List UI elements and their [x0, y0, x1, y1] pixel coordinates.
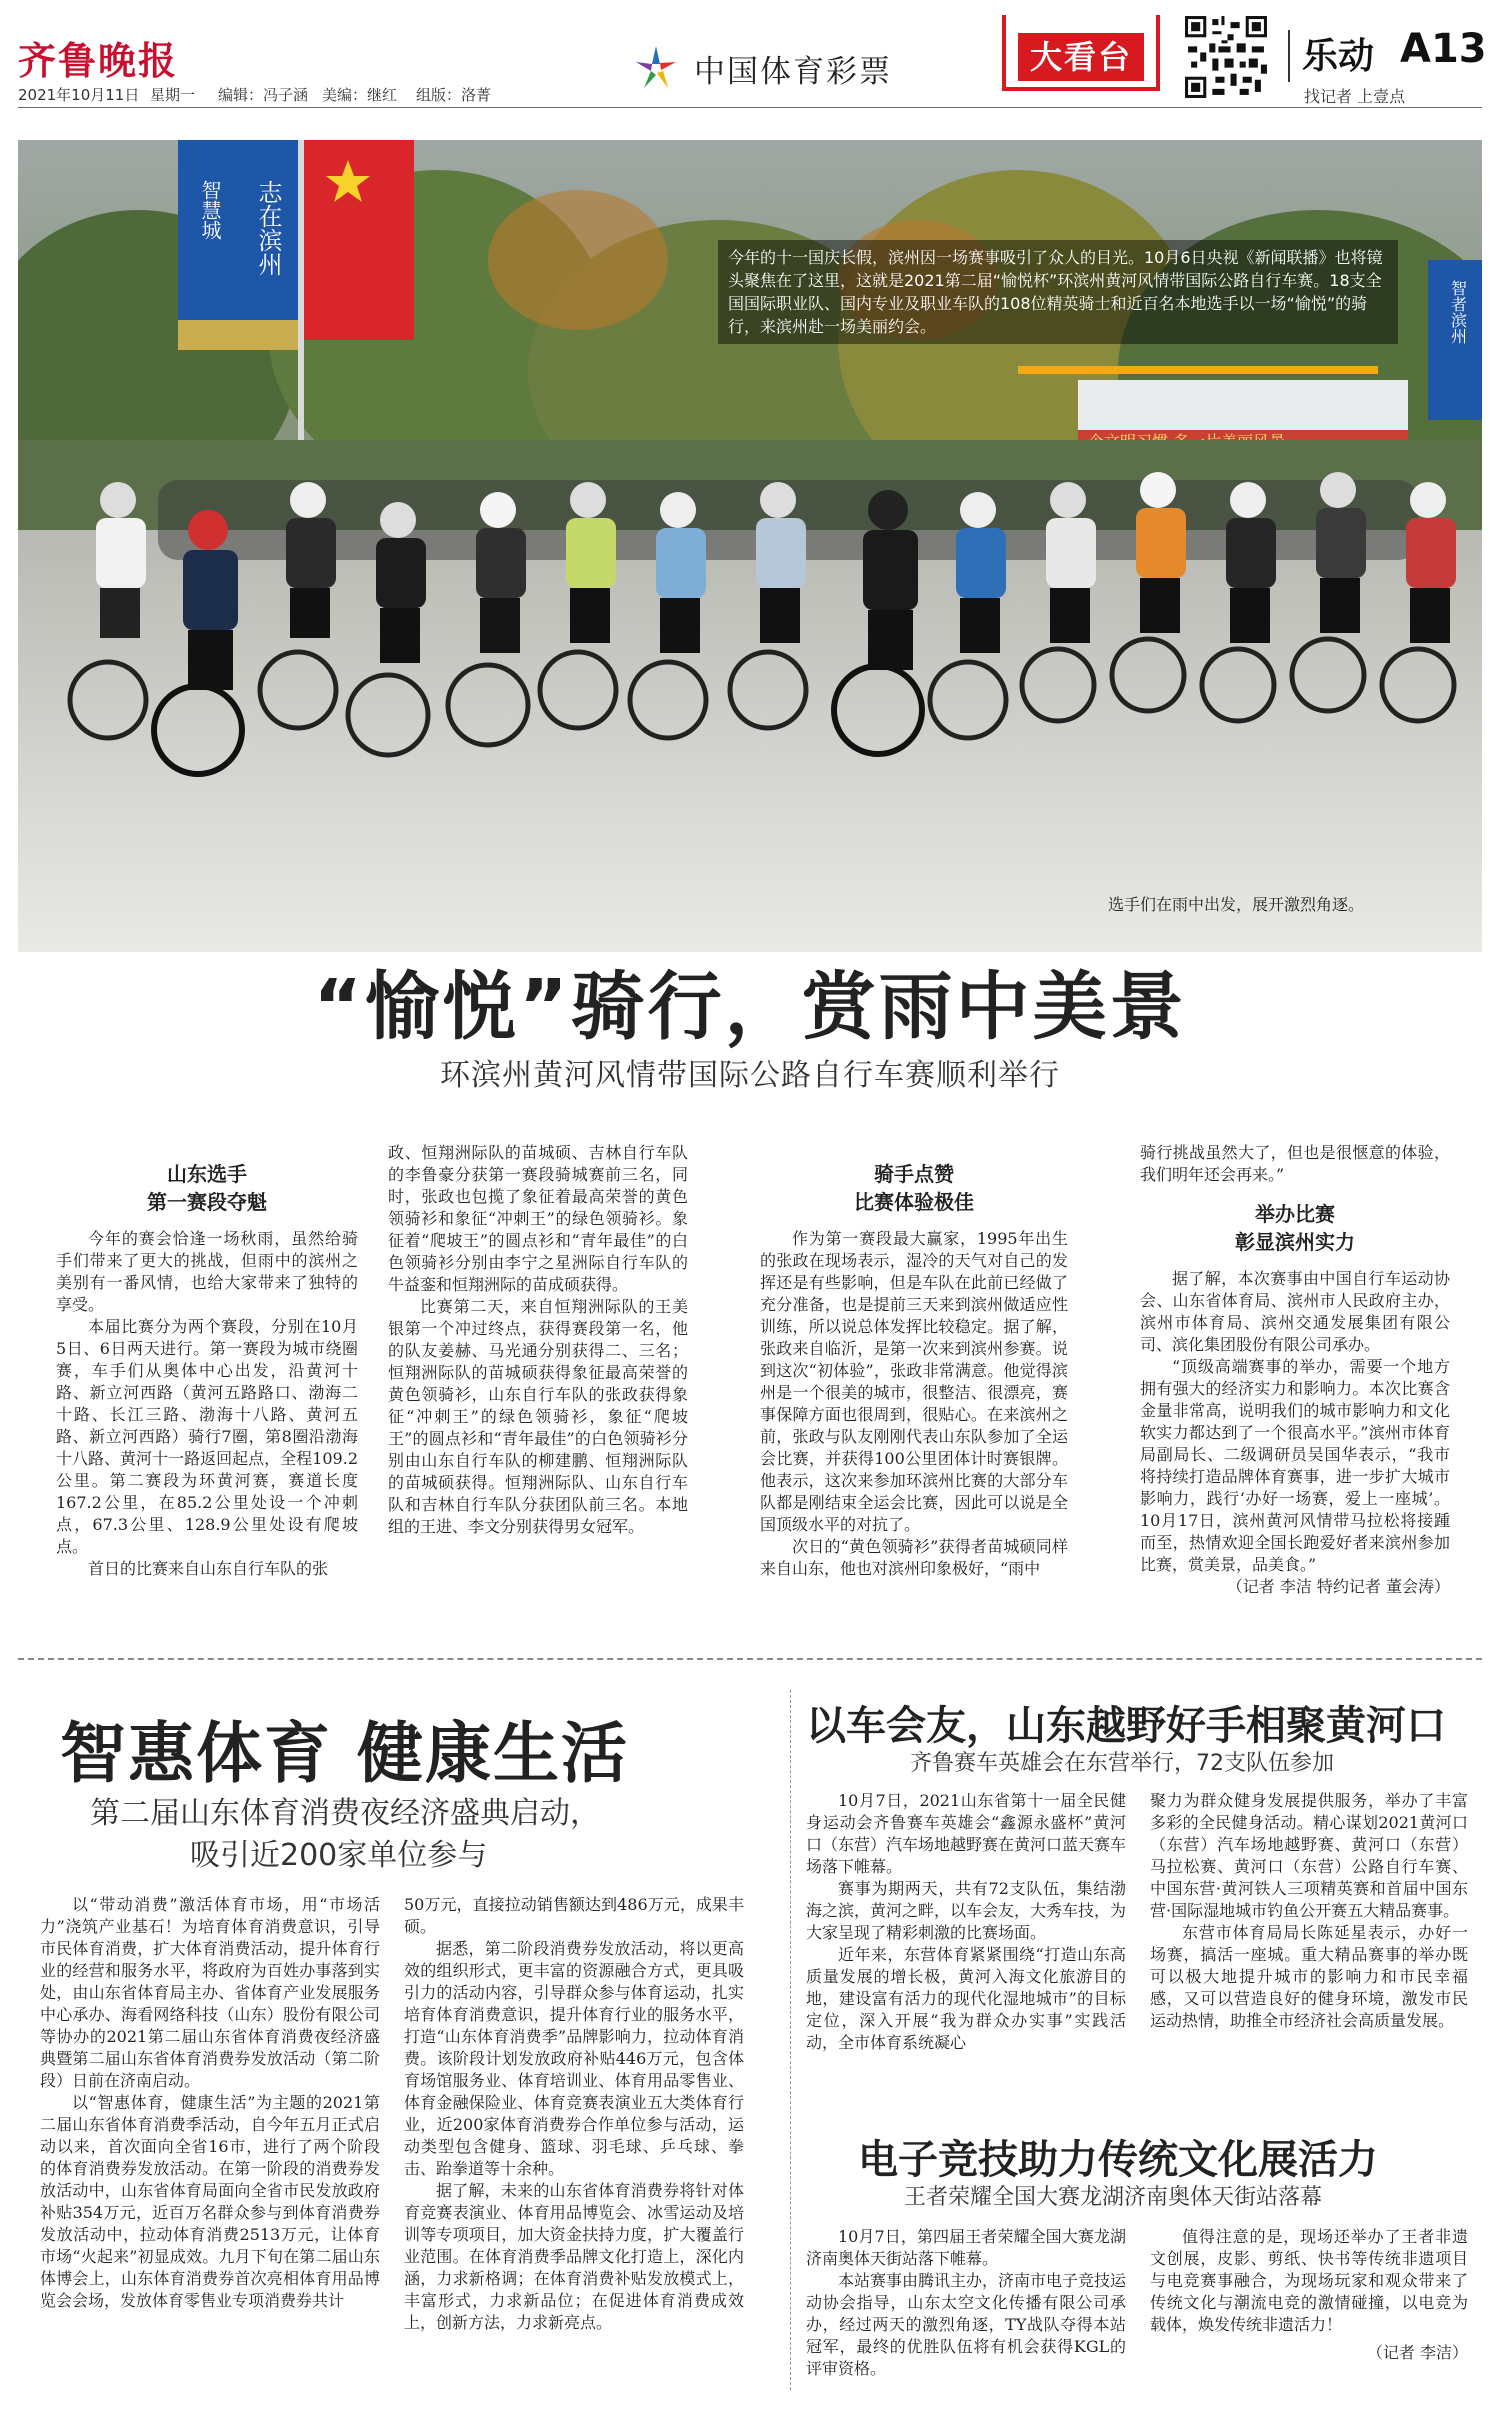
paragraph: 本届比赛分为两个赛段，分别在10月5日、6日两天进行。第一赛段为城市绕圈赛，车手们从奥体中心出发，沿黄河十路、新立河西路（黄河五路路口、渤海二十路、长江三路、渤海十八路、黄河五路、新立河西路）骑行7圈，第8圈沿渤海十八路、黄河十一路返回起点，全程109.2公里。第二赛段为环黄河赛，赛道长度167.2公里，在85.2公里处设一个冲刺点，67.3公里、128.9公里处设有爬坡点。	[56, 1317, 358, 1556]
article4-column-1	[806, 2226, 1126, 2380]
lottery-name: 中国体育彩票	[694, 53, 892, 90]
article1-column-4	[1140, 1142, 1450, 1598]
article1-title: “愉悦”骑行，赏雨中美景	[313, 964, 1187, 1050]
column-badge	[1002, 15, 1160, 91]
paragraph: 据悉，第二阶段消费券发放活动，将以更高效的组织形式，更丰富的资源融合方式，更具吸引力的活动内容，引导群众参与体育运动，扎实培育体育消费意识，提升体育行业的服务水平，打造“山东体育消费季”品牌影响力，拉动体育消费。该阶段计划发放政府补贴446万元，包含体育场馆服务业、体育培训业、体育用品零售业、体育金融保险业、体育竞赛表演业五大类体育行业，近200家体育消费券合作单位参与活动，运动类型包含健身、篮球、羽毛球、乒乓球、拳击、跆拳道等十余种。	[404, 1939, 744, 2178]
paragraph: 本站赛事由腾讯主办，济南市电子竞技运动协会指导，山东太空文化传播有限公司承办，经过两天的激烈角逐，TY战队夺得本站冠军，最终的优胜队伍将有机会获得KGL的评审资格。	[806, 2271, 1127, 2378]
col3-subhead-line1: 骑手点赞	[874, 1162, 954, 1186]
col1-subhead-line2: 第一赛段夺魁	[147, 1190, 267, 1214]
art-credit: 美编：继红	[322, 86, 398, 104]
article2-subtitle-1: 第二届山东体育消费夜经济盛典启动，	[90, 1796, 600, 1831]
paragraph: 骑行挑战虽然大了，但也是很惬意的体验，我们明年还会再来。”	[1140, 1143, 1450, 1184]
paragraph: 50万元，直接拉动销售额达到486万元，成果丰硕。	[404, 1895, 744, 1936]
header-divider	[1288, 30, 1290, 82]
article1-subtitle: 环滨州黄河风情带国际公路自行车赛顺利举行	[440, 1058, 1060, 1093]
article3-column-1	[806, 1790, 1126, 2054]
article4-title: 电子竞技助力传统文化展活力	[858, 2137, 1378, 2183]
column-divider	[790, 1690, 791, 2390]
article2-subtitle-2: 吸引近200家单位参与	[190, 1838, 488, 1873]
editor-credit: 编辑：冯子涵	[218, 86, 309, 104]
header-rule	[18, 107, 1482, 108]
photo-lead-text: 今年的十一国庆长假，滨州因一场赛事吸引了众人的目光。10月6日央视《新闻联播》也将镜头聚焦在了这里，这就是2021第二届“愉悦杯”环滨州黄河风情带国际公路自行车赛。18支全国国际职业队、国内专业及职业车队的108位精英骑士和近百名本地选手以一场“愉悦”的骑行，来滨州赴一场美丽约会。	[718, 240, 1398, 344]
article2-column-1	[40, 1894, 380, 2312]
paragraph: 以“智惠体育，健康生活”为主题的2021第二届山东省体育消费季活动，自今年五月正式启动以来，首次面向全省16市，进行了两个阶段的体育消费券发放活动。在第一阶段的消费券发放活动中，山东省体育局面向全省市民发放政府补贴354万元，近百万名群众参与到体育消费券发放活动中，拉动体育消费2513万元，让体育市场“火起来”初显成效。九月下旬在第二届山东体博会上，山东体育消费券首次亮相体育用品博览会会场，发放体育零售业专项消费券共计	[40, 2093, 380, 2310]
paragraph: 赛事为期两天，共有72支队伍，集结渤海之滨，黄河之畔，以车会友，大秀车技，为大家呈现了精彩刺激的比赛场面。	[806, 1879, 1127, 1942]
proof-credit: 组版：洛菁	[416, 86, 492, 104]
lottery-star-icon	[630, 42, 682, 94]
paragraph: 以“带动消费”激活体育市场，用“市场活力”浇筑产业基石！为培育体育消费意识，引导市民体育消费，扩大体育消费活动，提升体育行业的经营和服务水平，将政府为百姓办事落到实处，由山东省体育局主办、省体育产业发展服务中心承办、海看网络科技（山东）股份有限公司等协办的2021第二届山东省体育消费夜经济盛典暨第二届山东省体育消费券发放活动（第二阶段）日前在济南启动。	[40, 1895, 380, 2090]
article4-column-2	[1150, 2226, 1468, 2364]
paragraph: 政、恒翔洲际队的苗城硕、吉林自行车队的李鲁豪分获第一赛段骑城赛前三名，同时，张政也包揽了象征着最高荣誉的黄色领骑衫和象征“冲刺王”的绿色领骑衫。象征着“爬坡王”的圆点衫和“青年最佳”的白色领骑衫分别由李宁之星洲际自行车队的牛益銮和恒翔洲际的苗成硕获得。	[388, 1143, 688, 1294]
paragraph: 据了解，未来的山东省体育消费券将针对体育竞赛表演业、体育用品博览会、冰雪运动及培训等专项项目，加大资金扶持力度，扩大覆盖行业范围。在体育消费季品牌文化打造上，深化内涵，力求新格调；在体育消费补贴发放模式上，丰富形式，力求新品位；在促进体育消费成效上，创新方法，力求新亮点。	[404, 2181, 744, 2332]
article4-byline: （记者 李洁）	[1366, 2343, 1468, 2362]
paragraph: 今年的赛会恰逢一场秋雨，虽然给骑手们带来了更大的挑战，但雨中的滨州之美别有一番风情，也给大家带来了独特的享受。	[56, 1229, 358, 1314]
article1-column-1	[56, 1160, 358, 1580]
cycling-race-photo	[18, 140, 1482, 952]
col1-subhead-line1: 山东选手	[167, 1162, 247, 1186]
paragraph: 次日的“黄色领骑衫”获得者苗城硕同样来自山东，他也对滨州印象极好，“雨中	[760, 1537, 1068, 1578]
issue-date: 2021年10月11日	[18, 86, 140, 104]
paragraph: 10月7日，第四届王者荣耀全国大赛龙湖济南奥体天街站落下帷幕。	[806, 2227, 1126, 2268]
article1-column-3	[760, 1160, 1068, 1580]
article3-subtitle: 齐鲁赛车英雄会在东营举行，72支队伍参加	[910, 1751, 1334, 1776]
lottery-brand	[630, 42, 892, 94]
col4-subhead-line2: 彰显滨州实力	[1235, 1230, 1355, 1254]
paragraph: 作为第一赛段最大赢家，1995年出生的张政在现场表示，湿冷的天气对自己的发挥还是有些影响，但是车队在此前已经做了充分准备，也是提前三天来到滨州做适应性训练，所以说总体发挥比较稳定。据了解，张政来自临沂，是第一次来到滨州参赛。说到这次“初体验”，张政非常满意。他觉得滨州是一个很美的城市，很整洁、很漂亮，赛事保障方面也很周到，很贴心。在来滨州之前，张政与队友刚刚代表山东队参加了全运会比赛，并获得100公里团体计时赛银牌。他表示，这次来参加环滨州比赛的大部分车队都是刚结束全运会比赛，因此可以说是全国顶级水平的对抗了。	[760, 1229, 1068, 1534]
paragraph: 首日的比赛来自山东自行车队的张	[88, 1559, 329, 1578]
col3-subhead-line2: 比赛体验极佳	[854, 1190, 974, 1214]
paragraph: 比赛第二天，来自恒翔洲际队的王美银第一个冲过终点，获得赛段第一名，他的队友姜赫、马光通分别获得二、三名；恒翔洲际队的苗城硕获得象征最高荣誉的黄色领骑衫，山东自行车队的张政获得象征“冲刺王”的绿色领骑衫，象征“爬坡王”的圆点衫和“青年最佳”的白色领骑衫分别由山东自行车队的柳建鹏、恒翔洲际队的苗城硕获得。恒翔洲际队、山东自行车队和吉林自行车队分获团队前三名。本地组的王进、李文分别获得男女冠军。	[388, 1297, 688, 1536]
paragraph: 聚力为群众健身发展提供服务，举办了丰富多彩的全民健身活动。精心谋划2021黄河口（东营）汽车场地越野赛、黄河口（东营）马拉松赛、黄河口（东营）公路自行车赛、中国东营·黄河铁人三项精英赛和首届中国东营·国际湿地城市钓鱼公开赛五大精品赛事。	[1150, 1791, 1468, 1920]
col4-subhead-line1: 举办比赛	[1255, 1202, 1335, 1226]
qr-code-icon[interactable]	[1182, 13, 1270, 101]
article2-title: 智惠体育 健康生活	[60, 1715, 629, 1792]
newspaper-logo: 齐鲁晚报	[18, 38, 179, 83]
issue-weekday: 星期一	[150, 86, 196, 104]
paragraph: 据了解，本次赛事由中国自行车运动协会、山东省体育局、滨州市人民政府主办，滨州市体育局、滨州交通发展集团有限公司、滨化集团股份有限公司承办。	[1140, 1269, 1450, 1354]
paragraph: “顶级高端赛事的举办，需要一个地方拥有强大的经济实力和影响力。本次比赛含金量非常高，说明我们的城市影响力和文化软实力都达到了一个很高水平。”滨州市体育局副局长、二级调研员吴国华表示，“我市将持续打造品牌体育赛事，进一步扩大城市影响力，践行‘办好一场赛，爱上一座城’。10月17日，滨州黄河风情带马拉松将接踵而至，热情欢迎全国长跑爱好者来滨州参加比赛，赏美景，品美食。”	[1140, 1357, 1450, 1574]
article1-column-2	[388, 1142, 688, 1538]
paragraph: 10月7日，2021山东省第十一届全民健身运动会齐鲁赛车英雄会“鑫源永盛杯”黄河口（东营）汽车场地越野赛在黄河口蓝天赛车场落下帷幕。	[806, 1791, 1127, 1876]
banner-edge-text: 智者滨州	[1448, 280, 1468, 344]
photo-caption: 选手们在雨中出发，展开激烈角逐。	[1107, 895, 1364, 914]
banner-left-text-2: 智慧城	[198, 180, 222, 240]
reporter-link[interactable]: 找记者 上壹点	[1304, 87, 1406, 106]
banner-left-text: 志在滨州	[254, 180, 282, 276]
paragraph: 近年来，东营体育紧紧围绕“打造山东高质量发展的增长极，黄河入海文化旅游目的地，建设富有活力的现代化湿地城市”的目标定位，深入开展“我为群众办实事”实践活动，全市体育系统凝心	[806, 1945, 1126, 2052]
article2-column-2	[404, 1894, 744, 2334]
article3-column-2	[1150, 1790, 1468, 2032]
photo-accent-bar	[1018, 366, 1378, 374]
paragraph: 值得注意的是，现场还举办了王者非遗文创展，皮影、剪纸、快书等传统非遗项目与电竞赛事融合，为现场玩家和观众带来了传统文化与潮流电竞的激情碰撞，以电竞为载体，焕发传统非遗活力！	[1150, 2227, 1468, 2334]
article3-title: 以车会友，山东越野好手相聚黄河口	[806, 1703, 1446, 1749]
paragraph: 东营市体育局局长陈延星表示，办好一场赛，搞活一座城。重大精品赛事的举办既可以极大地提升城市的影响力和市民幸福感，又可以营造良好的健身环境，激发市民运动热情，助推全市经济社会高质量发展。	[1150, 1923, 1468, 2030]
column-badge-label: 大看台	[1018, 33, 1144, 81]
article1-byline: （记者 李洁 特约记者 董会涛）	[1226, 1577, 1450, 1596]
page-number: A13	[1400, 26, 1487, 72]
section-divider	[18, 1658, 1482, 1660]
article4-subtitle: 王者荣耀全国大赛龙湖济南奥体天街站落幕	[904, 2185, 1323, 2210]
section-name: 乐动	[1302, 36, 1375, 77]
